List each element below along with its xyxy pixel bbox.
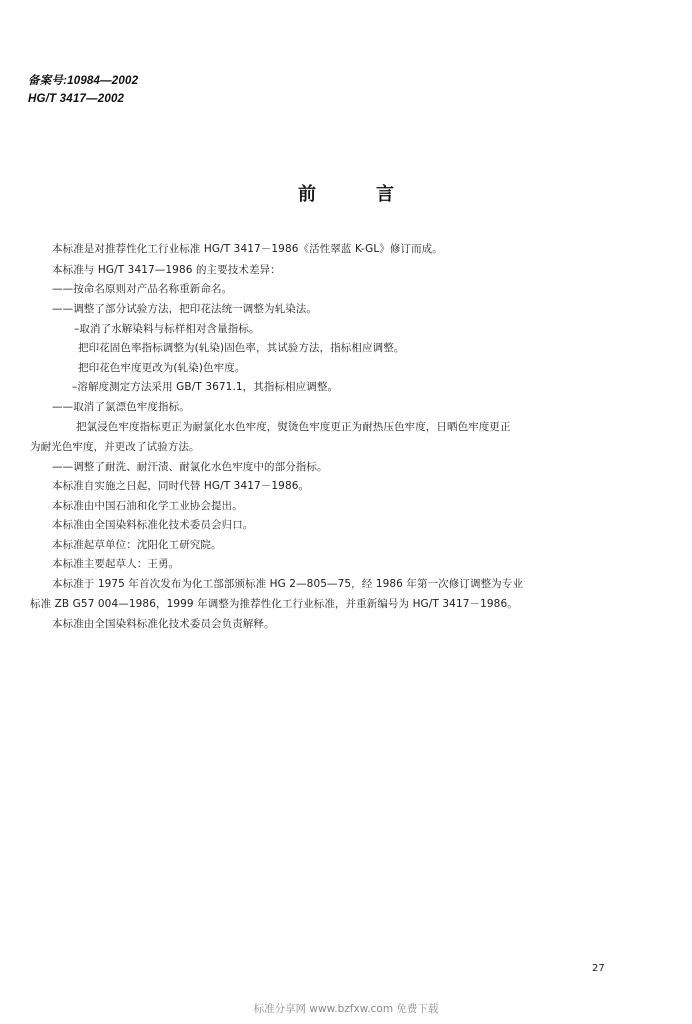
standard-number: HG/T 3417—2002 <box>28 93 125 105</box>
body-line: 把印花色牢度更改为(轧染)色牢度。 <box>78 362 246 374</box>
body-line: –取消了水解染料与标样相对含量指标。 <box>74 323 260 335</box>
body-line: –溶解度测定方法采用 GB/T 3671.1，其指标相应调整。 <box>72 381 339 393</box>
page-title <box>0 180 692 206</box>
watermark: 标准分享网 www.bzfxw.com 免费下载 <box>253 1003 439 1015</box>
body-line: 本标准起草单位：沈阳化工研究院。 <box>52 539 222 551</box>
body-line: 本标准由全国染料标准化技术委员会负责解释。 <box>52 618 275 630</box>
body-line: ——调整了耐洗、耐汗渍、耐氯化水色牢度中的部分指标。 <box>52 461 328 473</box>
body-line: 本标准自实施之日起，同时代替 HG/T 3417－1986。 <box>52 480 310 492</box>
title-char-1: 前 <box>298 184 316 205</box>
body-line: 把氯浸色牢度指标更正为耐氯化水色牢度，熨烫色牢度更正为耐热压色牢度，日晒色牢度更正 <box>76 421 511 433</box>
body-line: 本标准由全国染料标准化技术委员会归口。 <box>52 519 254 531</box>
body-line: 把印花固色率指标调整为(轧染)固色率，其试验方法，指标相应调整。 <box>78 342 405 354</box>
body-line: 本标准是对推荐性化工行业标准 HG/T 3417－1986《活性翠蓝 K-GL》修订而成。 <box>52 243 443 255</box>
body-line: 本标准主要起草人：王勇。 <box>52 558 180 570</box>
body-line: ——按命名原则对产品名称重新命名。 <box>52 283 233 295</box>
body-line: 本标准于 1975 年首次发布为化工部部颁标准 HG 2—805—75，经 1986 年第一次修订调整为专业 <box>52 578 523 590</box>
record-number: 备案号:10984—2002 <box>28 75 139 87</box>
body-line: ——取消了氯漂色牢度指标。 <box>52 401 190 413</box>
page-number: 27 <box>592 963 605 974</box>
body-line: 为耐光色牢度，并更改了试验方法。 <box>30 441 200 453</box>
body-line: 标准 ZB G57 004—1986，1999 年调整为推荐性化工行业标准，并重新编号为 HG/T 3417－1986。 <box>30 598 518 610</box>
body-line: 本标准由中国石油和化学工业协会提出。 <box>52 500 243 512</box>
body-line: 本标准与 HG/T 3417—1986 的主要技术差异： <box>52 264 281 276</box>
body-line: ——调整了部分试验方法，把印花法统一调整为轧染法。 <box>52 303 317 315</box>
title-char-2: 言 <box>376 184 394 205</box>
